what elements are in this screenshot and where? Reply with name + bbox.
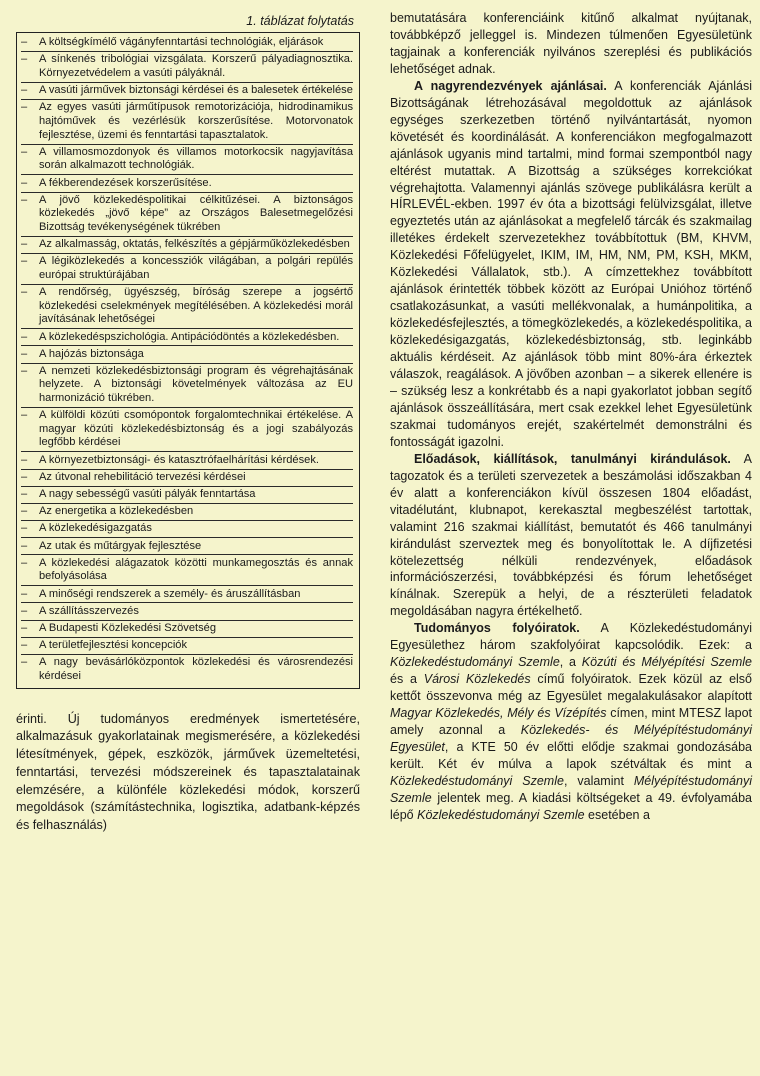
paragraph-eloadasok (390, 451, 752, 621)
text-segment: , valamint (563, 773, 634, 788)
table-row (21, 83, 353, 100)
dash-bullet: – (21, 539, 28, 552)
dash-bullet: – (21, 488, 28, 501)
dash-bullet: – (21, 101, 28, 114)
table-row-text: A területfejlesztési koncepciók (39, 639, 187, 652)
table-row (21, 145, 353, 176)
dash-bullet: – (21, 255, 28, 268)
table-row (21, 193, 353, 237)
paragraph-konferenciak: bemutatására konferenciáink kitűnő alkalmat nyújtanak, továbbképző jelleggel is. Mindezen túlmenően Egyesületünk tagjainak a konferenciák nyilvános szereplési és publikációs lehetőséget adnak. (390, 11, 752, 76)
body-eloadasok: A tagozatok és a területi szervezetek a beszámolási időszakban 4 év alatt a konferenciákon kívül összesen 1804 előadást, vitadélutánt, klubnapot, kerekasztal megbeszélést tartottak, valamint 216 szakmai kiállítást, bemutatót és 466 tanulmányi kirándulást szerveztek meg és bonyolítottak le. A díjfizetési kötelezettség nélküli rendezvények, előadások információszerzési, továbbképzési és fórum lehetőséget kínálnak. Szerepük a helyi, de a részterületi feladatok megoldásában nagyra értékelhető. (390, 451, 752, 619)
table-row (21, 452, 353, 469)
dash-bullet: – (21, 621, 28, 634)
table-row-text: A közlekedési alágazatok közötti munkamegosztás és annak befolyásolása (39, 556, 353, 583)
text-segment: , a KTE 50 év előtti elődje szakmai gondozásába került. Két év múlva a lapok szétváltak és mint a (390, 739, 752, 771)
table-row (21, 408, 353, 452)
right-column (390, 10, 752, 824)
table-caption: 1. táblázat folytatás (246, 14, 354, 28)
table-row (21, 621, 353, 638)
dash-bullet: – (21, 193, 28, 206)
table-row (21, 285, 353, 329)
table-row-text: A külföldi közúti csomópontok forgalomtechnikai értékelése. A magyar közúti közlekedésbiztonság és a jogi szabályozás legfőbb kérdései (39, 409, 353, 449)
table-row (21, 586, 353, 603)
dash-bullet: – (21, 505, 28, 518)
journal-title: Közlekedéstudományi Szemle (390, 655, 560, 670)
table-row-text: A sínkenés tribológiai vizsgálata. Korszerű pályadiagnosztika. Környezetvédelem a vasúti pályáknál. (39, 53, 353, 80)
dash-bullet: – (21, 176, 28, 189)
dash-bullet: – (21, 286, 28, 299)
journal-title: Közúti és Mélyépítési Szemle (581, 655, 753, 670)
dash-bullet: – (21, 470, 28, 483)
table-row-text: A közlekedésigazgatás (39, 522, 152, 535)
table-row-text: A nemzeti közlekedésbiztonsági program és végrehajtásának helyzete. A biztonsági követelmények változása az EU harmonizáció tükrében. (39, 364, 353, 405)
dash-bullet: – (21, 53, 28, 66)
table-row-text: A rendőrség, ügyészség, bíróság szerepe a jogsértő közlekedési cselekmények megítélésében. A közlekedési morál javításának lehetőségei (39, 286, 353, 326)
association-name: Közlekedés- és Mélyépítéstudományi Egyesület (390, 723, 752, 754)
table-row (21, 638, 353, 655)
dash-bullet: – (21, 84, 28, 97)
dash-bullet: – (21, 238, 28, 251)
paragraph-ajanlasok (390, 78, 752, 451)
dash-bullet: – (21, 36, 28, 49)
text-segment: , a (559, 655, 582, 670)
dash-bullet: – (21, 347, 28, 360)
journal-title: Közlekedéstudományi Szemle (417, 807, 585, 822)
table-row-text: Az alkalmasság, oktatás, felkészítés a gépjárműközlekedésben (39, 238, 350, 251)
table-row (21, 504, 353, 521)
left-body-text: érinti. Új tudományos eredmények ismertetésére, alkalmazásuk gyakorlatainak megismerésére, a közlekedési létesítmények, gépek, eszközök, járművek üzemeltetési, fenntartási, tervezési módszereinek és tapasztalatainak elemzésére, a különféle közlekedési módok, korszerű megoldások (számítástechnika, logisztika, adatbank-képzés és felhasználás) (16, 711, 360, 832)
dash-bullet: – (21, 587, 28, 600)
table-row-text: A költségkímélő vágányfenntartási technológiák, eljárások (39, 36, 324, 49)
table-row-text: A fékberendezések korszerűsítése. (39, 176, 212, 189)
table-row (21, 487, 353, 504)
table-row-text: A környezetbiztonsági- és katasztrófaelhárítási kérdések. (39, 453, 319, 466)
table-row-text: Az egyes vasúti járműtípusok remotorizációja, hidrodinamikus hajtóművek és vezérlésük korszerűsítése. Motorvonatok fejlesztése, üzemi és fenntartási tapasztalatok. (39, 101, 353, 141)
table-row-text: A jövő közlekedéspolitikai célkitűzései. A biztonságos közlekedés „jövő képe” az Országos Balesetmegelőzési Bizottság tevékenységének tükrében (39, 193, 353, 233)
table-row-text: A nagy sebességű vasúti pályák fenntartása (39, 488, 256, 501)
dash-bullet: – (21, 145, 28, 158)
table-row (21, 346, 353, 363)
table-row (21, 100, 353, 144)
heading-eloadasok: Előadások, kiállítások, tanulmányi kirándulások. (414, 451, 731, 466)
dash-bullet: – (21, 330, 28, 343)
table-row (21, 538, 353, 555)
table-row (21, 655, 353, 685)
table-row (21, 603, 353, 620)
dash-bullet: – (21, 556, 28, 569)
dash-bullet: – (21, 522, 28, 535)
dash-bullet: – (21, 409, 28, 422)
text-segment: jelentek meg. A kiadási költségeket a 49. évfolyamába lépő (390, 790, 752, 822)
table-row (21, 35, 353, 52)
table-row (21, 329, 353, 346)
dash-bullet: – (21, 364, 28, 377)
table-row-text: Az utak és műtárgyak fejlesztése (39, 539, 202, 552)
dash-bullet: – (21, 639, 28, 652)
table-row-text: A villamosmozdonyok és villamos motorkocsik nagyjavítása során alkalmazott technológiák. (39, 145, 353, 172)
table-row-text: Az energetika a közlekedésben (39, 505, 194, 518)
dash-bullet: – (21, 604, 28, 617)
table-row-text: A szállításszervezés (39, 604, 139, 617)
heading-ajanlasok: A nagyrendezvények ajánlásai. (414, 78, 607, 93)
journal-title: Közlekedéstudományi Szemle (390, 773, 564, 788)
text-segment: esetében a (584, 807, 650, 822)
dash-bullet: – (21, 656, 28, 669)
journal-title: Magyar Közlekedés, Mély és Vízépítés (390, 706, 607, 721)
text-segment: A Közlekedéstudományi Egyesülethez három szakfolyóirat kapcsolódik. Ezek: a (390, 621, 752, 653)
journal-title: Városi Közlekedés (423, 672, 531, 687)
journal-title: Mélyépítéstudományi Szemle (390, 773, 752, 805)
table-row-text: A nagy bevásárlóközpontok közlekedési és városrendezési kérdései (39, 656, 353, 682)
table-row (21, 555, 353, 586)
text-segment: és a (390, 672, 424, 687)
table-row-text: Az útvonal rehebilitáció tervezési kérdései (39, 470, 246, 483)
dash-bullet: – (21, 453, 28, 466)
table-row (21, 254, 353, 285)
left-column (16, 14, 360, 835)
table-row-text: A Budapesti Közlekedési Szövetség (39, 621, 216, 634)
table-row-text: A légiközlekedés a koncessziók világában, a polgári repülés európai struktúrájában (39, 255, 353, 281)
heading-folyoiratok: Tudományos folyóiratok. (414, 621, 580, 636)
table-row-text: A közlekedéspszichológia. Antipációdöntés a közlekedésben. (39, 330, 340, 343)
text-segment: című folyóiratok. Ezek közül az első kettőt összevonva még az Egyesület megalakulásakor alapított (390, 672, 752, 704)
table-row (21, 175, 353, 192)
table-row-text: A vasúti járművek biztonsági kérdései és a balesetek értékelése (39, 84, 353, 97)
table-row-text: A minőségi rendszerek a személy- és áruszállításban (39, 587, 301, 600)
table-row (21, 237, 353, 254)
paragraph-folyoiratok (390, 620, 752, 823)
table-row (21, 521, 353, 538)
text-segment: címen, mint MTESZ lapot amely azonnal a (390, 706, 753, 738)
table-row (21, 364, 353, 408)
body-ajanlasok: A konferenciák Ajánlási Bizottságának létrehozásával megoldottuk az ajánlások egységes szerkezetben történő nyilvántartását, nyomon követését és koordinálását. A konferenciákon megfogalmazott ajánlások ugyanis mind tartalmi, mind formai szempontból nagy eltérést mutattak. A Bizottság a szükséges korrekciókat végrehajtotta. Valamennyi ajánlás szövege publikálásra került a HÍRLEVÉL-ekben. 1997 év óta a bizottsági felülvizsgálat, illetve egyeztetés után az ajánlásokat a megfelelő tárcák és szakmailag illetékes érdekelt szervezetekhez továbbítottuk (BM, KHVM, Közlekedési Főfelügyelet, IKIM, IM, HM, NM, PM, KSH, MKM, Közlekedési Vállalatok, stb.). A címzettekhez továbbított ajánlások érintették többek között az Európai Unióhoz történő csatlakozásunkat, a vasúti mellékvonalak, a humánpolitika, a közlekedésfejlesztés, a tömegközlekedés, a közlekedéspolitika, a közlekedésigazgatás, közlekedésbiztonság, stb. leginkább aktuális kérdéseit. Az ajánlások több mint 80%-ára érkeztek válaszok, reagálások. A jövőben azonban – a sikerek ellenére is – szükség lesz a konkrétabb és a napi gyakorlatot jobban segítő ajánlások összeállítására, mert csak ezekkel lehet Egyesületünk szakmai tudományos erejét, szakértelmét demonstrálni és fontosságát igazolni. (390, 78, 753, 449)
table-row (21, 52, 353, 83)
table-row-text: A hajózás biztonsága (39, 347, 144, 360)
table-row (21, 470, 353, 487)
topics-table (16, 32, 360, 689)
